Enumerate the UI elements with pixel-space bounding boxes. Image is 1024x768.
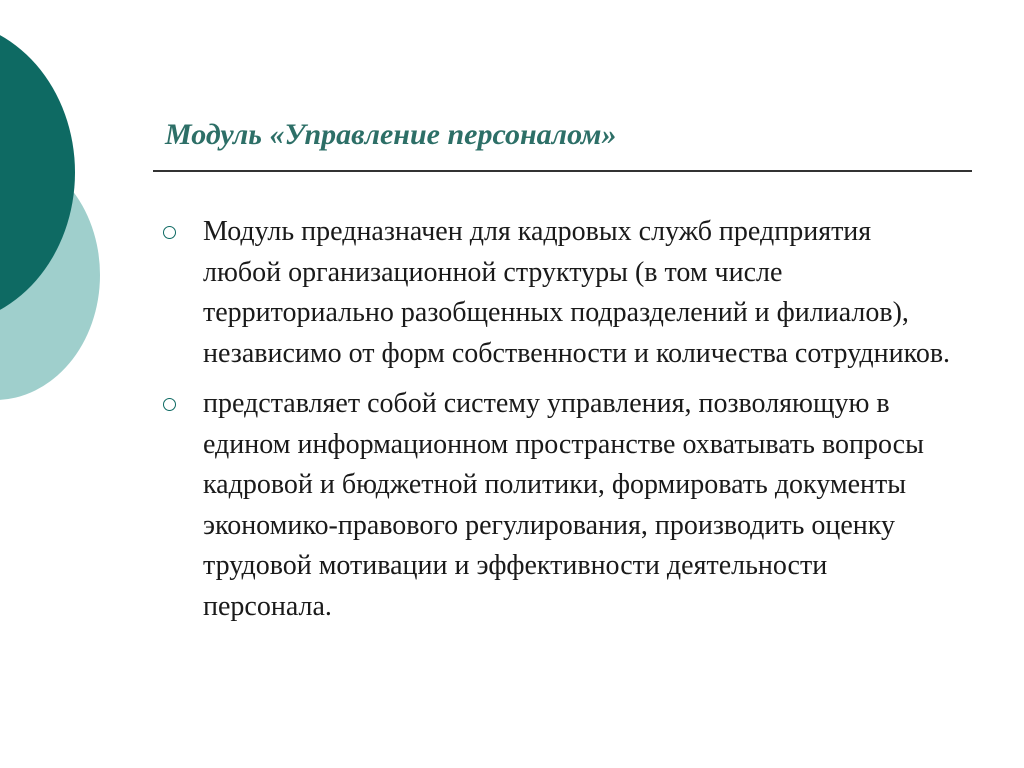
bullet-text: Модуль предназначен для кадровых служб предприятия любой организационной структуры (в том числе территориально разобщенных подразделений и филиалов), независимо от форм собственности и количества сотрудников. xyxy=(203,216,951,369)
bullet-item xyxy=(163,212,953,374)
bullet-item xyxy=(163,384,953,627)
hollow-circle-bullet-icon xyxy=(163,398,176,411)
slide-title: Модуль «Управление персоналом» xyxy=(165,118,617,151)
bullet-list xyxy=(163,212,953,637)
bullet-text: представляет собой систему управления, позволяющую в едином информационном пространстве охватывать вопросы кадровой и бюджетной политики, формировать документы экономико-правового регулирования, производить оценку трудовой мотивации и эффективности деятельности персонала. xyxy=(203,388,924,622)
title-divider xyxy=(153,170,972,172)
hollow-circle-bullet-icon xyxy=(163,226,176,239)
